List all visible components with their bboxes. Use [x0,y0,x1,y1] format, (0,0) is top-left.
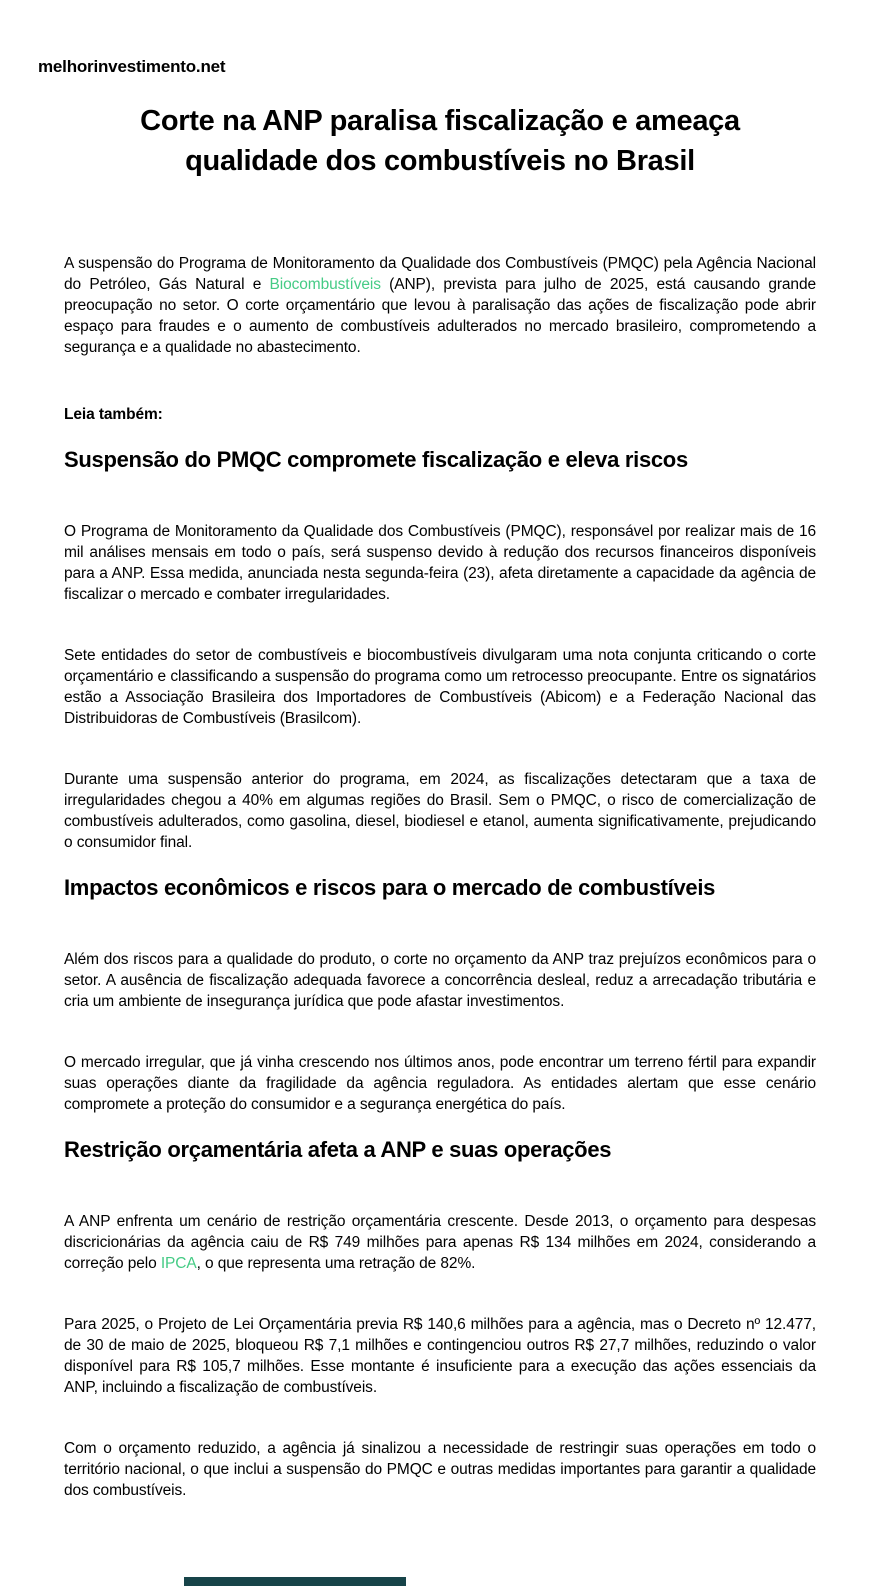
section3-paragraph-2: Para 2025, o Projeto de Lei Orçamentária previa R$ 140,6 milhões para a agência, mas o Decreto nº 12.477, de 30 de maio de 2025, bloqueou R$ 7,1 milhões e contingenciou outros R$ 27,7 milhões, reduzindo o valor disponível para R$ 105,7 milhões. Esse montante é insuficiente para a execução das ações essenciais da ANP, incluindo a fiscalização de combustíveis. [64,1316,816,1396]
read-also-label: Leia também: [64,406,163,423]
section1-paragraph-3: Durante uma suspensão anterior do programa, em 2024, as fiscalizações detectaram que a taxa de irregularidades chegou a 40% em algumas regiões do Brasil. Sem o PMQC, o risco de comercialização de combustíveis adulterados, como gasolina, diesel, biodiesel e etanol, aumenta significativamente, prejudicando o consumidor final. [64,771,816,851]
section3-paragraph-3: Com o orçamento reduzido, a agência já sinalizou a necessidade de restringir suas operações em todo o território nacional, o que inclui a suspensão do PMQC e outras medidas importantes para garantir a qualidade dos combustíveis. [64,1440,816,1499]
section3-paragraph-1 [64,1211,816,1274]
ipca-link[interactable]: IPCA [160,1255,197,1272]
section2-paragraph-2: O mercado irregular, que já vinha crescendo nos últimos anos, pode encontrar um terreno fértil para expandir suas operações diante da fragilidade da agência reguladora. As entidades alertam que esse cenário compromete a proteção do consumidor e a segurança energética do país. [64,1054,816,1113]
biocombustiveis-link[interactable]: Biocombustíveis [269,276,381,293]
bottom-embed-edge [184,1577,406,1586]
section1-paragraph-2: Sete entidades do setor de combustíveis e biocombustíveis divulgaram uma nota conjunta criticando o corte orçamentário e classificando a suspensão do programa como um retrocesso preocupante. Entre os signatários estão a Associação Brasileira dos Importadores de Combustíveis (Abicom) e a Federação Nacional das Distribuidoras de Combustíveis (Brasilcom). [64,647,816,727]
section3-p1-text-post: , o que representa uma retração de 82%. [196,1255,476,1272]
intro-text-post: (ANP), prevista para julho de 2025, está causando grande preocupação no setor. O corte orçamentário que levou à paralisação das ações de fiscalização pode abrir espaço para fraudes e o aumento de combustíveis adulterados no mercado brasileiro, comprometendo a segurança e a qualidade no abastecimento. [64,276,816,356]
article-body [64,253,816,1501]
section1-heading: Suspensão do PMQC compromete fiscalização e eleva riscos [64,447,688,472]
section3-heading: Restrição orçamentária afeta a ANP e suas operações [64,1137,612,1162]
section1-paragraph-1: O Programa de Monitoramento da Qualidade dos Combustíveis (PMQC), responsável por realizar mais de 16 mil análises mensais em todo o país, será suspenso devido à redução dos recursos financeiros disponíveis para a ANP. Essa medida, anunciada nesta segunda-feira (23), afeta diretamente a capacidade da agência de fiscalizar o mercado e combater irregularidades. [64,523,816,603]
intro-text-pre: A suspensão do Programa de Monitoramento da Qualidade dos Combustíveis (PMQC) pela Agência Nacional do Petróleo, Gás Natural e [64,255,816,293]
section3-p1-text-pre: A ANP enfrenta um cenário de restrição orçamentária crescente. Desde 2013, o orçamento para despesas discricionárias da agência caiu de R$ 749 milhões para apenas R$ 134 milhões em 2024, considerando a correção pelo [64,1213,816,1272]
section2-paragraph-1: Além dos riscos para a qualidade do produto, o corte no orçamento da ANP traz prejuízos econômicos para o setor. A ausência de fiscalização adequada favorece a concorrência desleal, reduz a arrecadação tributária e cria um ambiente de insegurança jurídica que pode afastar investimentos. [64,951,816,1010]
section2-heading: Impactos econômicos e riscos para o mercado de combustíveis [64,875,716,900]
intro-paragraph [64,253,816,358]
article-title: Corte na ANP paralisa fiscalização e ameaça qualidade dos combustíveis no Brasil [140,105,740,177]
site-logo[interactable]: melhorinvestimento.net [38,57,226,76]
